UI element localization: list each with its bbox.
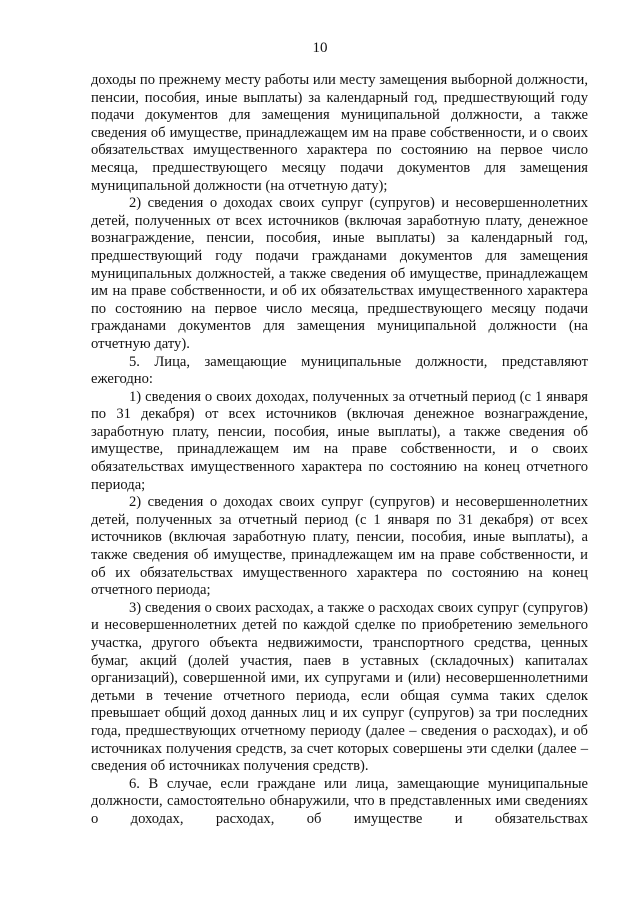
paragraph-section-6: 6. В случае, если граждане или лица, замещающие муниципальные должности, самостоятельно обнаружили, что в представленных ими сведениях о доходах, расходах, об имуществе и обязательствах bbox=[91, 775, 588, 827]
document-body bbox=[91, 72, 588, 829]
paragraph-item-1: 1) сведения о своих доходах, полученных за отчетный период (с 1 января по 31 декабря) от всех источников (включая денежное вознаграждение, заработную плату, пенсии, пособия, иные выплаты), а также сведения об имуществе, принадлежащем им на праве собственности, и о своих обязательствах имущественного характера по состоянию на конец отчетного периода; bbox=[91, 388, 588, 493]
paragraph-continuation: доходы по прежнему месту работы или месту замещения выборной должности, пенсии, пособия, иные выплаты) за календарный год, предшествующий году подачи документов для замещения муниципальной должности, а также сведения об имуществе, принадлежащем им на праве собственности, и о своих обязательствах имущественного характера по состоянию на первое число месяца, предшествующего месяцу подачи документов для замещения муниципальной должности (на отчетную дату); bbox=[91, 72, 588, 194]
paragraph-section-5: 5. Лица, замещающие муниципальные должности, представляют ежегодно: bbox=[91, 353, 588, 388]
paragraph-item-3: 3) сведения о своих расходах, а также о расходах своих супруг (супругов) и несовершеннолетних детей по каждой сделке по приобретению земельного участка, другого объекта недвижимости, транспортного средства, ценных бумаг, акций (долей участия, паев в уставных (складочных) капиталах организаций), совершенной ими, их супругами и (или) несовершеннолетними детьми в течение отчетного периода, если общая сумма таких сделок превышает общий доход данных лиц и их супруг (супругов) за три последних года, предшествующих отчетному периоду (далее – сведения о расходах), и об источниках получения средств, за счет которых совершены эти сделки (далее – сведения об источниках получения средств). bbox=[91, 599, 588, 775]
paragraph-item-2-spouses: 2) сведения о доходах своих супруг (супругов) и несовершеннолетних детей, полученных за отчетный период (с 1 января по 31 декабря) от всех источников (включая заработную плату, пенсии, пособия, иные выплаты), а также сведения об имуществе, принадлежащем им на праве собственности, и об их обязательствах имущественного характера по состоянию на конец отчетного периода; bbox=[91, 494, 588, 599]
paragraph-item-2: 2) сведения о доходах своих супруг (супругов) и несовершеннолетних детей, полученных от всех источников (включая заработную плату, денежное вознаграждение, пенсии, пособия, иные выплаты) за календарный год, предшествующий году подачи гражданами документов для замещения муниципальных должностей, а также сведения об имуществе, принадлежащем им на праве собственности, и об их обязательствах имущественного характера по состоянию на первое число месяца, предшествующего месяцу подачи гражданами документов для замещения муниципальной должности (на отчетную дату). bbox=[91, 195, 588, 352]
page-number: 10 bbox=[312, 40, 328, 56]
